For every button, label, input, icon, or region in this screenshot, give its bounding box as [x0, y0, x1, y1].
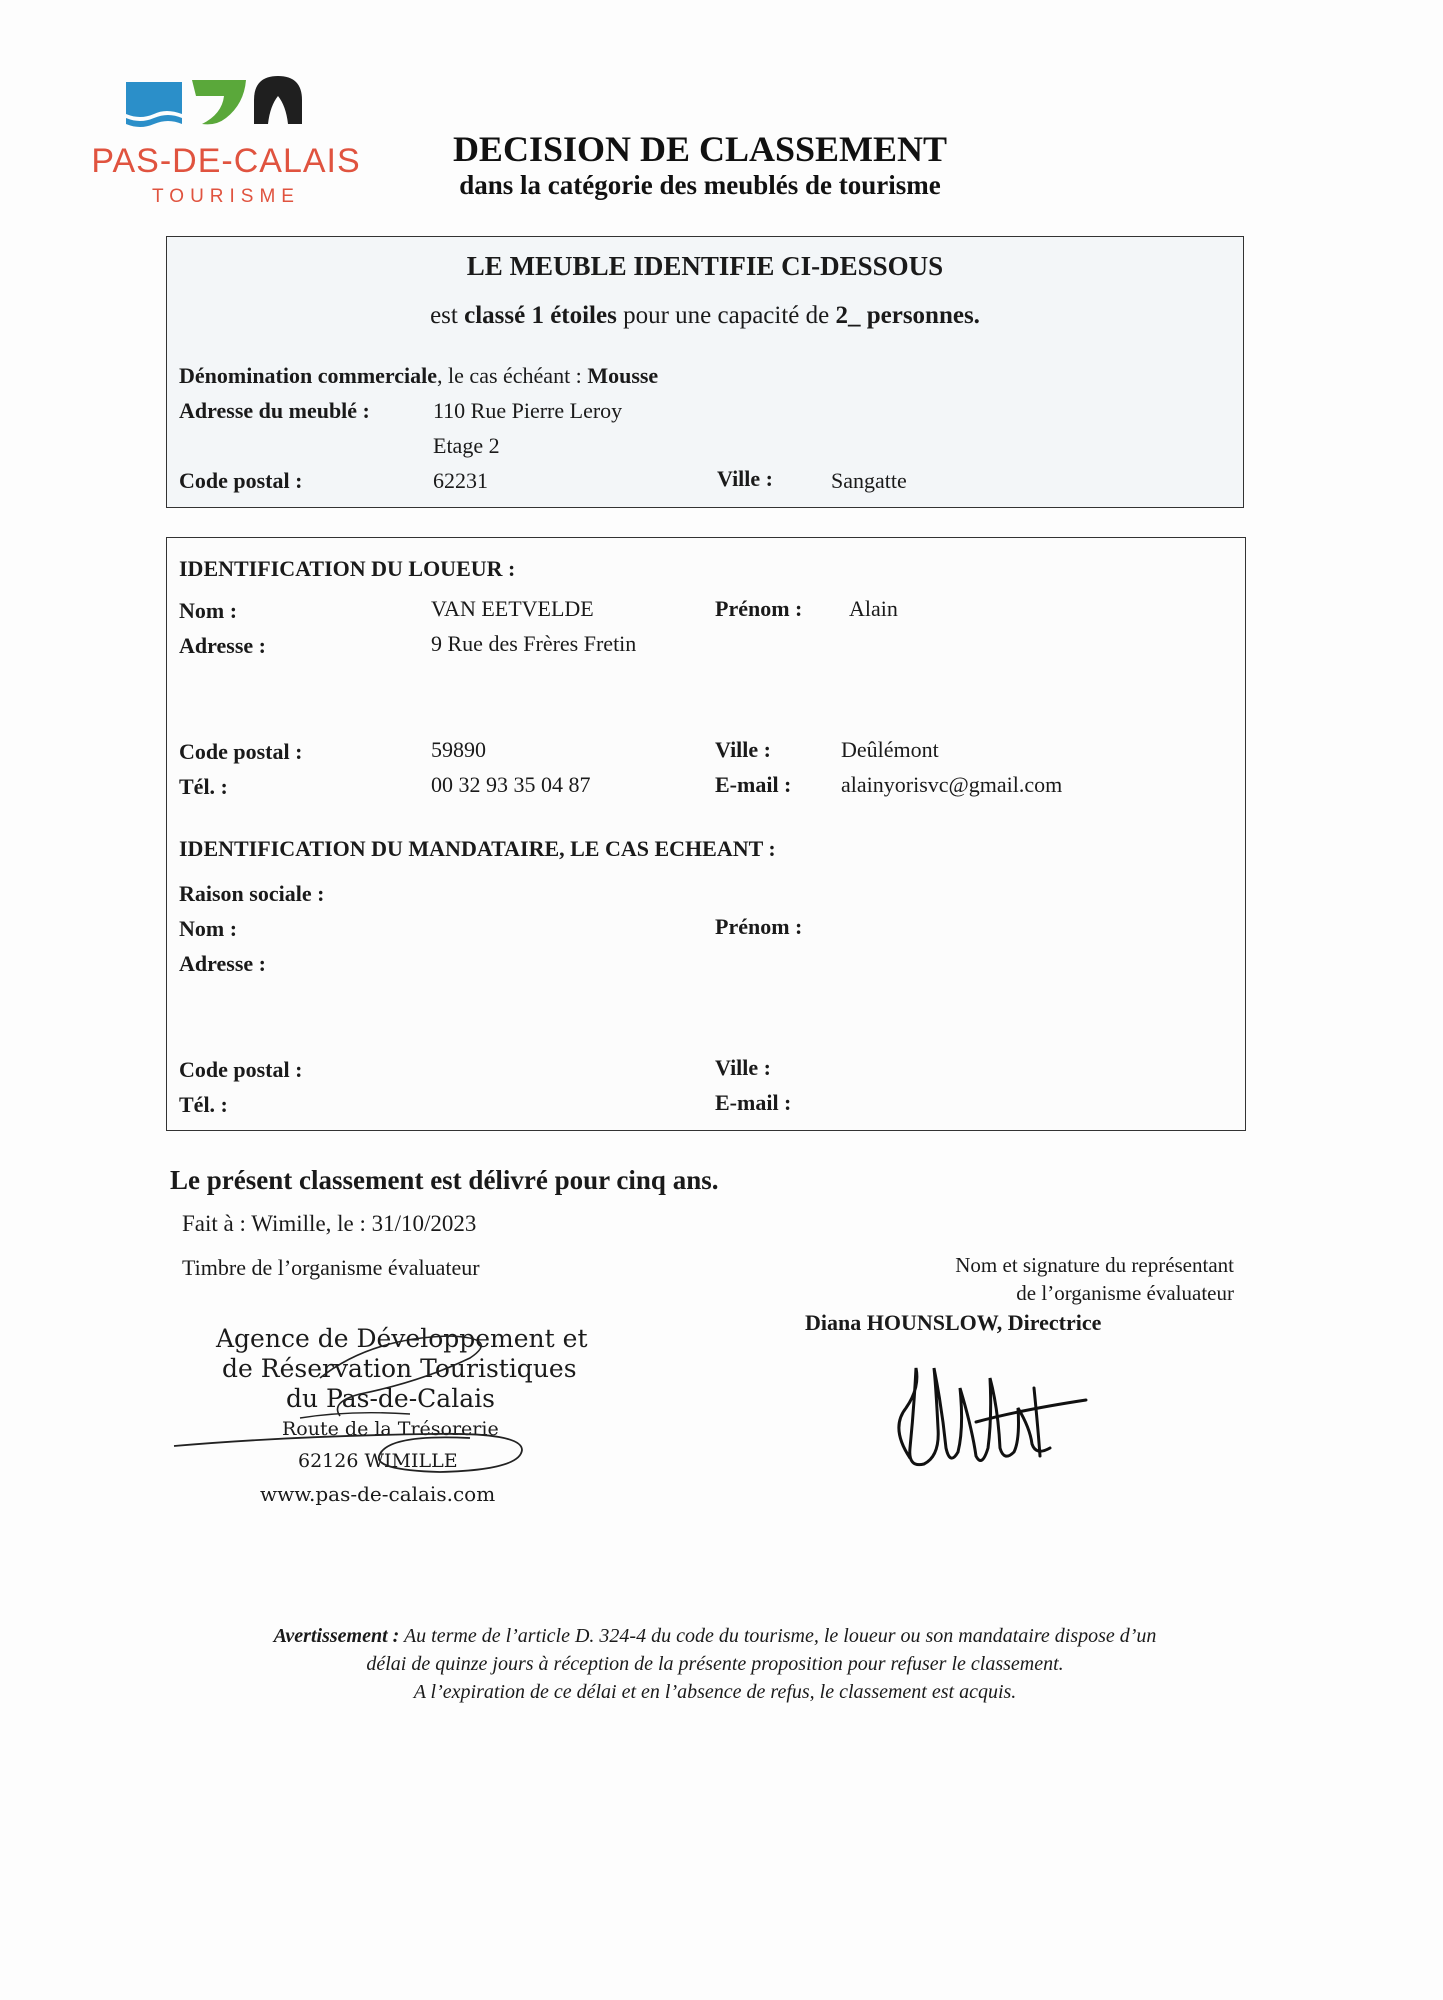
- stamp-caption: Timbre de l’organisme évaluateur: [182, 1255, 480, 1280]
- classification-end: personnes.: [866, 302, 980, 329]
- stamp-line-3: du Pas-de-Calais: [286, 1384, 495, 1413]
- loueur-postal-label: Code postal :: [179, 739, 303, 764]
- classification-line: est classé 1 étoiles pour une capacité de 2_ personnes.: [430, 302, 980, 329]
- mandataire-address-label: Adresse :: [179, 951, 266, 976]
- loueur-prenom-label: Prénom :: [715, 596, 803, 621]
- stamp-scribble-icon: [170, 1318, 590, 1518]
- warning-text-2: délai de quinze jours à réception de la présente proposition pour refuser le classement.: [366, 1653, 1064, 1675]
- denomination-line: [179, 365, 658, 387]
- loueur-tel-label: Tél. :: [179, 774, 228, 799]
- logo-subtitle: TOURISME: [152, 186, 300, 207]
- warning-label: Avertissement :: [273, 1625, 400, 1647]
- mandataire-prenom-label: Prénom :: [715, 914, 803, 939]
- signature-caption-2: de l’organisme évaluateur: [1016, 1281, 1234, 1305]
- mandataire-tel-label: Tél. :: [179, 1092, 228, 1117]
- classification-mid: pour une capacité de: [623, 302, 830, 329]
- mandataire-heading: IDENTIFICATION DU MANDATAIRE, LE CAS ECHEANT :: [179, 836, 776, 861]
- stamp-line-6: www.pas-de-calais.com: [260, 1482, 496, 1506]
- handwritten-signature: [880, 1348, 1090, 1478]
- stamp-line-1: Agence de Développement et: [216, 1324, 588, 1353]
- loueur-address-value: 9 Rue des Frères Fretin: [431, 631, 637, 656]
- loueur-email-value: alainyorisvc@gmail.com: [841, 772, 1063, 797]
- meuble-address-line1: 110 Rue Pierre Leroy: [433, 398, 623, 423]
- meuble-postal-label: Code postal :: [179, 468, 303, 493]
- validity-statement: Le présent classement est délivré pour cinq ans.: [170, 1165, 719, 1195]
- logo-name: PAS-DE-CALAIS: [91, 142, 361, 180]
- meuble-postal-value: 62231: [433, 468, 488, 493]
- meuble-section: [166, 236, 1244, 508]
- loueur-city-label: Ville :: [715, 737, 771, 762]
- loueur-prenom-value: Alain: [849, 596, 898, 621]
- page-subtitle: dans la catégorie des meublés de tourisme: [459, 170, 941, 200]
- loueur-address-label: Adresse :: [179, 633, 266, 658]
- organization-stamp: [170, 1318, 590, 1518]
- mandataire-raison-label: Raison sociale :: [179, 881, 325, 906]
- denomination-value: Mousse: [587, 363, 659, 388]
- loueur-postal-value: 59890: [431, 737, 486, 762]
- loueur-tel-value: 00 32 93 35 04 87: [431, 772, 591, 797]
- identification-section: [166, 537, 1246, 1131]
- denomination-label: Dénomination commerciale: [179, 363, 438, 388]
- mandataire-nom-label: Nom :: [179, 916, 238, 941]
- warning-notice: [150, 1622, 1280, 1706]
- denomination-label-rest: , le cas échéant :: [437, 363, 582, 388]
- signature-caption-1: Nom et signature du représentant: [955, 1253, 1234, 1277]
- warning-line-1: [150, 1622, 1280, 1650]
- loueur-heading: IDENTIFICATION DU LOUEUR :: [179, 556, 516, 581]
- meuble-address-line2: Etage 2: [433, 433, 500, 458]
- loueur-email-label: E-mail :: [715, 772, 792, 797]
- classification-prefix: est: [430, 302, 458, 329]
- logo-icon: [126, 74, 326, 134]
- meuble-heading: LE MEUBLE IDENTIFIE CI-DESSOUS: [466, 251, 944, 281]
- signer-name: Diana HOUNSLOW, Directrice: [805, 1310, 1102, 1335]
- stamp-line-4: Route de la Trésorerie: [282, 1418, 499, 1440]
- loueur-nom-label: Nom :: [179, 598, 238, 623]
- classification-stars: classé 1 étoiles: [464, 302, 617, 329]
- stamp-line-2: de Réservation Touristiques: [222, 1354, 577, 1383]
- capacity-value: 2: [835, 302, 848, 329]
- meuble-city-value: Sangatte: [831, 468, 907, 493]
- done-at-date: Fait à : Wimille, le : 31/10/2023: [182, 1211, 477, 1236]
- meuble-city-label: Ville :: [717, 466, 773, 491]
- pas-de-calais-logo: [66, 74, 386, 214]
- mandataire-city-label: Ville :: [715, 1055, 771, 1080]
- stamp-line-5: 62126 WIMILLE: [298, 1450, 458, 1472]
- warning-text-1: Au terme de l’article D. 324-4 du code du tourisme, le loueur ou son mandataire dispose d’un: [403, 1625, 1157, 1647]
- page-title: DECISION DE CLASSEMENT: [452, 129, 948, 169]
- mandataire-postal-label: Code postal :: [179, 1057, 303, 1082]
- loueur-city-value: Deûlémont: [841, 737, 939, 762]
- mandataire-email-label: E-mail :: [715, 1090, 792, 1115]
- loueur-nom-value: VAN EETVELDE: [431, 596, 594, 621]
- warning-text-3: A l’expiration de ce délai et en l’absence de refus, le classement est acquis.: [413, 1681, 1017, 1703]
- meuble-address-label: Adresse du meublé :: [179, 398, 370, 423]
